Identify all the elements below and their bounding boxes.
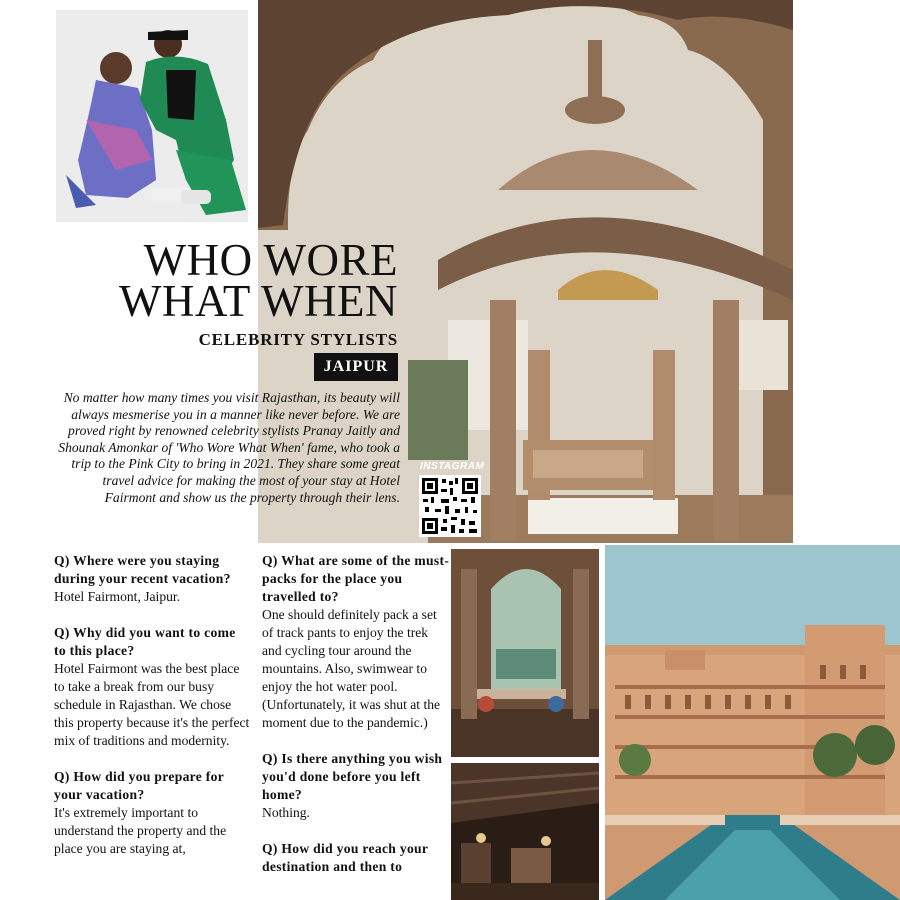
- qa-item: [262, 750, 450, 822]
- question: Q) How did you prepare for your vacation?: [54, 769, 224, 802]
- stylists-photo: [56, 10, 248, 222]
- question: Q) Is there anything you wish you'd done before you left home?: [262, 751, 443, 802]
- answer: One should definitely pack a set of track pants to enjoy the trek and cycling tour around the mountains. Also, swimwear to enjoy the hot water pool. (Unfortunately, it was shut at the moment due to the pandemic.): [262, 607, 441, 730]
- qa-item: [262, 840, 450, 876]
- instagram-label: INSTAGRAM: [420, 461, 485, 472]
- title-line-2: WHAT WHEN: [118, 276, 398, 326]
- answer: Nothing.: [262, 805, 310, 820]
- city-tag: JAIPUR: [314, 353, 398, 381]
- qa-item: [54, 552, 250, 606]
- question: Q) Where were you staying during your recent vacation?: [54, 553, 231, 586]
- interview-column-right: [262, 552, 450, 894]
- answer: Hotel Fairmont, Jaipur.: [54, 589, 181, 604]
- palace-pool-photo: [605, 545, 900, 900]
- intro-paragraph: No matter how many times you visit Rajasthan, its beauty will always mesmerise you in a manner like never before. We are proved right by renowned celebrity stylists Pranay Jaitly and Shounak Amonkar of 'Who Wore What When' fame, who took a trip to the Pink City to bring in 2021. They share some great travel advice for making the most of your stay at Hotel Fairmont and show us the property through their lens.: [58, 390, 400, 505]
- interview-column-left: [54, 552, 250, 876]
- qa-item: [54, 624, 250, 750]
- answer: Hotel Fairmont was the best place to take a break from our busy schedule in Rajasthan. We chose this property because it's the perfect mix of traditions and modernity.: [54, 661, 250, 748]
- article-subtitle: CELEBRITY STYLISTS: [198, 330, 398, 349]
- lounge-interior-photo: [451, 763, 599, 900]
- question: Q) What are some of the must-packs for the place you travelled to?: [262, 553, 450, 604]
- qa-item: [262, 552, 450, 732]
- question: Q) How did you reach your destination and then to: [262, 841, 428, 874]
- article-title: [60, 235, 398, 326]
- answer: It's extremely important to understand the property and the place you are staying at,: [54, 805, 227, 856]
- question: Q) Why did you want to come to this place?: [54, 625, 236, 658]
- title-line-1: WHO WORE: [143, 235, 398, 285]
- qa-item: [54, 768, 250, 858]
- qr-code-icon[interactable]: [419, 475, 481, 537]
- dining-arch-photo: [451, 549, 599, 757]
